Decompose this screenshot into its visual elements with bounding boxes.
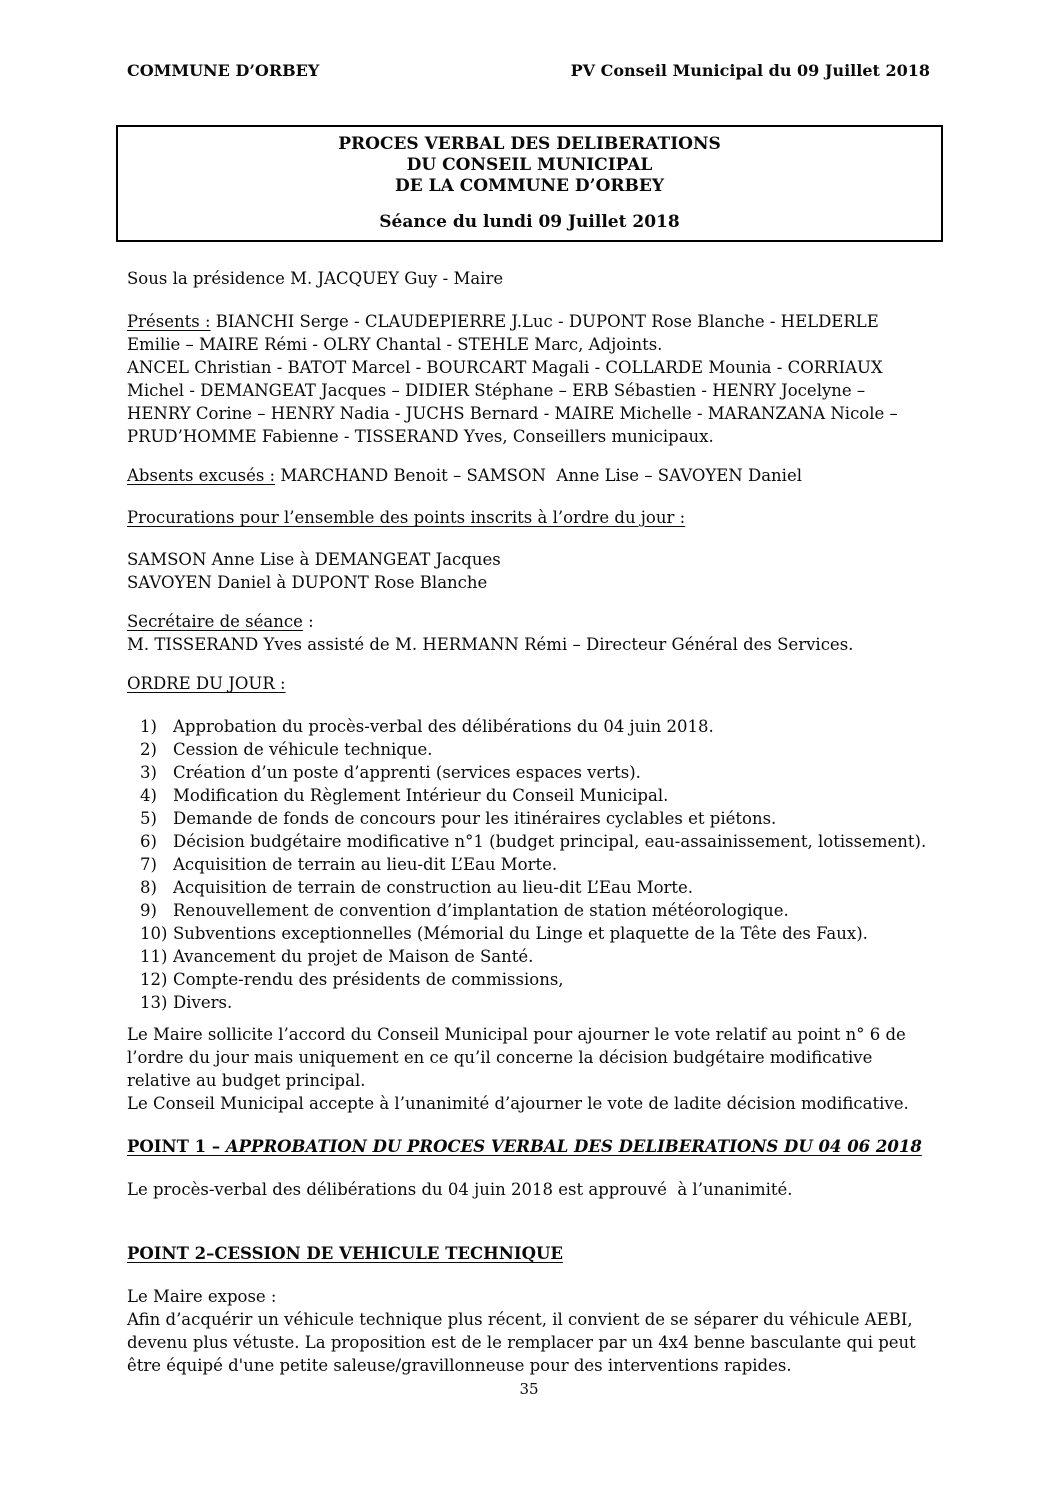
agenda-item-text: Décision budgétaire modificative n°1 (budget principal, eau-assainissement, lotissement). xyxy=(173,832,927,851)
absents-label: Absents excusés : xyxy=(127,466,276,485)
agenda-item xyxy=(140,738,930,761)
point1-title: APPROBATION DU PROCES VERBAL DES DELIBERATIONS DU 04 06 2018 xyxy=(225,1137,922,1156)
procuration-item: SAMSON Anne Lise à DEMANGEAT Jacques xyxy=(127,550,501,569)
agenda-item-text: Modification du Règlement Intérieur du Conseil Municipal. xyxy=(173,786,669,805)
agenda-item xyxy=(140,991,930,1014)
title-box xyxy=(116,125,943,242)
agenda-item-number: 11) xyxy=(140,947,168,966)
agenda-item-number: 6) xyxy=(140,832,157,851)
agenda-item xyxy=(140,968,930,991)
agenda-item-number: 3) xyxy=(140,763,157,782)
procurations-list xyxy=(127,548,930,594)
agenda-item-text: Création d’un poste d’apprenti (services espaces verts). xyxy=(173,763,641,782)
agenda-list xyxy=(127,715,930,1014)
point2-title: POINT 2–CESSION DE VEHICULE TECHNIQUE xyxy=(127,1244,563,1263)
point2-expose-text: Afin d’acquérir un véhicule technique plus récent, il convient de se séparer du véhicule AEBI, devenu plus vétuste. La proposition est de le remplacer par un 4x4 benne basculante qui peut être équipé d'une petite saleuse/gravillonneuse pour des interventions rapides. xyxy=(127,1310,916,1375)
ajournement-paragraph xyxy=(127,1023,930,1115)
presents-adjoints: BIANCHI Serge - CLAUDEPIERRE J.Luc - DUPONT Rose Blanche - HELDERLE Emilie – MAIRE Rémi - OLRY Chantal - STEHLE Marc, Adjoints. xyxy=(127,312,879,354)
page-number: 35 xyxy=(519,1380,539,1398)
agenda-item-number: 4) xyxy=(140,786,157,805)
agenda-item xyxy=(140,830,930,853)
agenda-item-number: 10) xyxy=(140,924,168,943)
presents-label: Présents : xyxy=(127,312,211,331)
document-body xyxy=(0,267,1058,1377)
title-box-spacer xyxy=(128,197,931,212)
agenda-item xyxy=(140,945,930,968)
procurations-label: Procurations pour l’ensemble des points inscrits à l’ordre du jour : xyxy=(127,508,686,527)
agenda-item-number: 13) xyxy=(140,993,168,1012)
secretaire-name: M. TISSERAND Yves assisté de M. HERMANN Rémi – Directeur Général des Services. xyxy=(127,635,854,654)
agenda-item-text: Demande de fonds de concours pour les itinéraires cyclables et piétons. xyxy=(173,809,777,828)
agenda-item-number: 2) xyxy=(140,740,157,759)
secretaire-block xyxy=(127,610,930,656)
agenda-item xyxy=(140,876,930,899)
title-line-1: PROCES VERBAL DES DELIBERATIONS xyxy=(338,134,721,154)
procuration-item: SAVOYEN Daniel à DUPONT Rose Blanche xyxy=(127,573,488,592)
agenda-item xyxy=(140,715,930,738)
session-date-line: Séance du lundi 09 Juillet 2018 xyxy=(379,212,680,232)
presidence-line: Sous la présidence M. JACQUEY Guy - Maire xyxy=(127,269,504,288)
point2-body xyxy=(127,1285,930,1377)
point1-prefix: POINT 1 – xyxy=(127,1137,226,1156)
agenda-item-number: 7) xyxy=(140,855,157,874)
absents-line xyxy=(127,464,930,487)
agenda-item-number: 8) xyxy=(140,878,157,897)
agenda-item-number: 1) xyxy=(140,717,157,736)
agenda-item xyxy=(140,761,930,784)
point2-expose-line: Le Maire expose : xyxy=(127,1287,277,1306)
ajournement-demande: Le Maire sollicite l’accord du Conseil Municipal pour ajourner le vote relatif au point n° 6 de l’ordre du jour mais uniquement en ce qu’il concerne la décision budgétaire modificative relative au budget principal. xyxy=(127,1025,906,1090)
header-commune: COMMUNE D’ORBEY xyxy=(127,61,320,80)
agenda-item-text: Cession de véhicule technique. xyxy=(173,740,433,759)
procurations-heading xyxy=(127,506,930,529)
page-header xyxy=(0,0,1058,80)
agenda-item-number: 9) xyxy=(140,901,157,920)
agenda-item xyxy=(140,899,930,922)
agenda-item-number: 12) xyxy=(140,970,168,989)
agenda-item xyxy=(140,853,930,876)
agenda-item-text: Divers. xyxy=(173,993,233,1012)
agenda-item-text: Approbation du procès-verbal des délibérations du 04 juin 2018. xyxy=(173,717,714,736)
agenda-item-text: Subventions exceptionnelles (Mémorial du Linge et plaquette de la Tête des Faux). xyxy=(173,924,868,943)
presents-conseillers: ANCEL Christian - BATOT Marcel - BOURCART Magali - COLLARDE Mounia - CORRIAUX Michel - DEMANGEAT Jacques – DIDIER Stéphane – ERB Sébastien - HENRY Jocelyne – HENRY Corine – HENRY Nadia - JUCHS Bernard - MAIRE Michelle - MARANZANA Nicole – PRUD’HOMME Fabienne - TISSERAND Yves, Conseillers municipaux. xyxy=(127,358,898,446)
point2-heading xyxy=(127,1242,930,1265)
agenda-item-number: 5) xyxy=(140,809,157,828)
title-line-3: DE LA COMMUNE D’ORBEY xyxy=(395,176,664,196)
agenda-item-text: Avancement du projet de Maison de Santé. xyxy=(173,947,534,966)
secretaire-label: Secrétaire de séance xyxy=(127,612,303,631)
agenda-item xyxy=(140,922,930,945)
point1-body: Le procès-verbal des délibérations du 04 juin 2018 est approuvé à l’unanimité. xyxy=(127,1180,793,1199)
ordre-du-jour-label: ORDRE DU JOUR : xyxy=(127,674,286,693)
title-line-2: DU CONSEIL MUNICIPAL xyxy=(406,155,653,175)
absents-names: MARCHAND Benoit – SAMSON Anne Lise – SAVOYEN Daniel xyxy=(275,466,802,485)
agenda-item-text: Acquisition de terrain de construction au lieu-dit L’Eau Morte. xyxy=(173,878,694,897)
agenda-item-text: Acquisition de terrain au lieu-dit L’Eau Morte. xyxy=(173,855,558,874)
ajournement-decision: Le Conseil Municipal accepte à l’unanimité d’ajourner le vote de ladite décision modificative. xyxy=(127,1094,909,1113)
agenda-item-text: Compte-rendu des présidents de commissions, xyxy=(173,970,564,989)
agenda-item-text: Renouvellement de convention d’implantation de station météorologique. xyxy=(173,901,789,920)
agenda-item xyxy=(140,784,930,807)
ordre-du-jour-heading xyxy=(127,672,930,695)
presents-paragraph xyxy=(127,310,930,448)
point1-heading xyxy=(127,1135,930,1158)
agenda-item xyxy=(140,807,930,830)
header-pv-title: PV Conseil Municipal du 09 Juillet 2018 xyxy=(570,61,930,80)
secretaire-colon: : xyxy=(302,612,314,631)
